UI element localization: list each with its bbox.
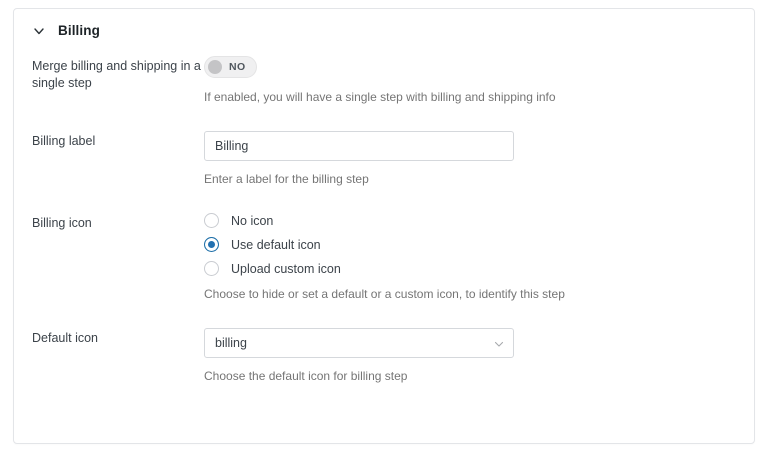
- merge-field-control: [204, 56, 736, 105]
- settings-form: [14, 48, 754, 384]
- merge-help-text: If enabled, you will have a single step with billing and shipping info: [204, 90, 556, 104]
- billing-label-field-label: Billing label: [32, 134, 96, 148]
- billing-settings-panel: [13, 8, 755, 444]
- default-icon-help-text: Choose the default icon for billing step: [204, 369, 408, 383]
- radio-use-default-icon-label: Use default icon: [231, 237, 321, 252]
- chevron-down-icon[interactable]: [32, 24, 46, 38]
- billing-label-help-text: Enter a label for the billing step: [204, 172, 369, 186]
- billing-label-field-control: [204, 131, 736, 187]
- merge-field-label: Merge billing and shipping in a single step: [32, 59, 201, 90]
- radio-use-default-icon[interactable]: [204, 237, 736, 252]
- radio-upload-custom-icon-label: Upload custom icon: [231, 261, 341, 276]
- billing-icon-help-text: Choose to hide or set a default or a custom icon, to identify this step: [204, 287, 565, 301]
- field-row-default-icon: [14, 328, 754, 384]
- toggle-state-label: NO: [229, 61, 246, 73]
- field-row-billing-label: [14, 131, 754, 187]
- default-icon-field-control: [204, 328, 736, 384]
- page-title: Billing: [58, 23, 100, 38]
- billing-icon-field-control: [204, 213, 736, 302]
- radio-mark-icon: [204, 237, 219, 252]
- radio-no-icon[interactable]: [204, 213, 736, 228]
- panel-header[interactable]: [14, 9, 754, 48]
- radio-mark-icon: [204, 213, 219, 228]
- radio-mark-icon: [204, 261, 219, 276]
- billing-icon-field-label: Billing icon: [32, 216, 92, 230]
- radio-upload-custom-icon[interactable]: [204, 261, 736, 276]
- toggle-knob: [208, 60, 222, 74]
- default-icon-select-wrap: [204, 328, 514, 358]
- merge-toggle[interactable]: [204, 56, 257, 78]
- radio-no-icon-label: No icon: [231, 213, 274, 228]
- billing-icon-radio-group: [204, 213, 736, 276]
- field-row-merge: [14, 56, 754, 105]
- billing-label-input[interactable]: [204, 131, 514, 161]
- default-icon-field-label: Default icon: [32, 331, 99, 345]
- default-icon-select[interactable]: [204, 328, 514, 358]
- default-icon-select-value: billing: [215, 336, 247, 350]
- field-row-billing-icon: [14, 213, 754, 302]
